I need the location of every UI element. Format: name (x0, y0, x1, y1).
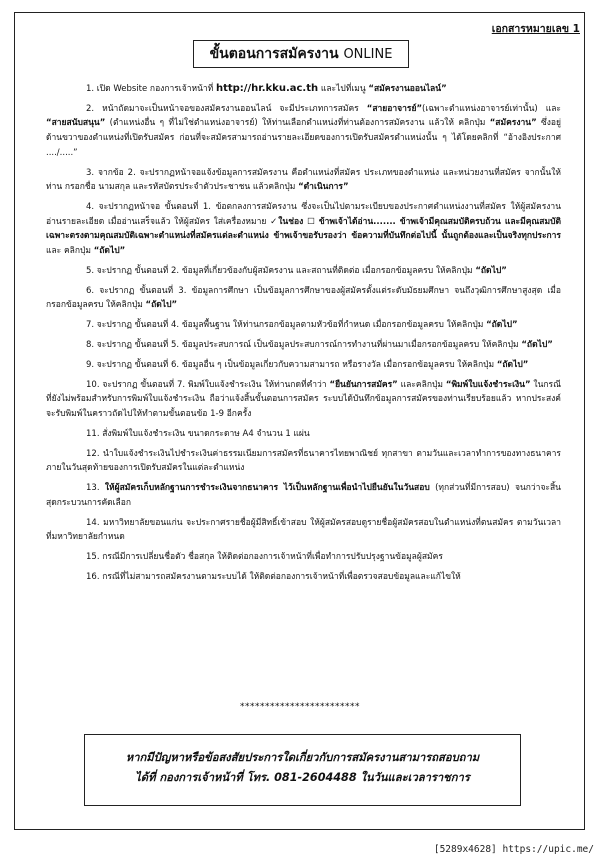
steps-list (46, 82, 561, 590)
step-item (46, 338, 561, 353)
contact-line-2: ได้ที่ กองการเจ้าหน้าที่ โทร. 081-2604488 ในวันและเวลาราชการ (135, 771, 470, 784)
step-text: (ทุกส่วนที่มีการสอบ) จนกว่าจะสิ้นสุดกระบวนการคัดเลือก (46, 483, 561, 508)
step-item (46, 264, 561, 279)
step-item (46, 102, 561, 160)
step-text: “ถัดไป” (521, 339, 553, 350)
step-text: “สายสนับสนุน” (46, 118, 106, 129)
step-text: (ตำแหน่งอื่น ๆ ที่ไม่ใช่ตำแหน่งอาจารย์) ให้ท่านเลือกตำแหน่งที่ท่านต้องการสมัครงาน แล้วให้ คลิกปุ่ม (105, 118, 490, 129)
step-text: 6. จะปรากฏ ขั้นตอนที่ 3. ข้อมูลการศึกษา เป็นข้อมูลการศึกษาของผู้สมัครตั้งแต่ระดับมัธยมศึกษา จนถึงวุฒิการศึกษาสูงสุด เมื่อกรอกข้อมูลครบ ให้คลิกปุ่ม (46, 285, 561, 311)
step-item (46, 284, 561, 313)
step-text: “ดำเนินการ” (298, 182, 349, 193)
step-text: “ยืนยันการสมัคร” (329, 379, 398, 390)
step-item (46, 447, 561, 476)
step-text: ในกรณีที่ยังไม่พร้อมสำหรับการพิมพ์ใบแจ้งชำระเงิน ถือว่าแจ้งสิ้นขั้นตอนการสมัคร ระบบได้บันทึกข้อมูลการสมัครของท่านเรียบร้อยแล้ว หากประสงค์จะรับพิมพ์ในคราวถัดไปให้ทำตามขั้นตอนข้อ 1-9 อีกครั้ง (46, 379, 561, 419)
step-text: 7. จะปรากฏ ขั้นตอนที่ 4. ข้อมูลพื้นฐาน ให้ท่านกรอกข้อมูลตามหัวข้อที่กำหนด เมื่อกรอกข้อมูลครบ ให้คลิกปุ่ม (86, 320, 487, 331)
step-item (46, 200, 561, 258)
step-text: 12. นำใบแจ้งชำระเงินไปชำระเงินค่าธรรมเนียมการสมัครที่ธนาคารไทยพาณิชย์ ทุกสาขา ตามวันและเวลาทำการของทางธนาคาร ภายในวันสุดท้ายของการเปิดรับสมัครในแต่ละตำแหน่ง (46, 448, 561, 474)
watermark: [5289x4628] https://upic.me/ (433, 844, 594, 855)
step-text: 16. กรณีที่ไม่สามารถสมัครงานตามระบบได้ ให้ติดต่อกองการเจ้าหน้าที่เพื่อตรวจสอบข้อมูลและแก้ไขให้ (86, 572, 461, 583)
step-text: 3. จากข้อ 2. จะปรากฏหน้าจอแจ้งข้อมูลการสมัครงาน คือตำแหน่งที่สมัคร ประเภทของตำแหน่ง และหน่วยงานที่สมัคร จากนั้นให้ท่าน กรอกชื่อ นามสกุล และรหัสบัตรประจำตัวประชาชน แล้วคลิกปุ่ม (46, 167, 561, 193)
step-text: 14. มหาวิทยาลัยขอนแก่น จะประกาศรายชื่อผู้มีสิทธิ์เข้าสอบ ให้ผู้สมัครสอบดูรายชื่อผู้สมัครสอบในตำแหน่งที่ตนสมัคร ตามวันเวลาที่มหาวิทยาลัยกำหนด (46, 517, 561, 543)
step-text: “ถัดไป” (496, 359, 529, 370)
step-text: “ถัดไป” (93, 245, 126, 256)
step-item (46, 516, 561, 545)
step-text: “ถัดไป” (486, 320, 518, 331)
step-text: 2. หน้าถัดมาจะเป็นหน้าจอของสมัครงานออนไลน์ จะมีประเภทการสมัคร (86, 103, 367, 114)
step-item (46, 318, 561, 333)
step-text: และไปที่เมนู (318, 84, 369, 94)
step-item (46, 378, 561, 422)
step-item (46, 481, 561, 510)
step-text: 15. กรณีมีการเปลี่ยนชื่อตัว ชื่อสกุล ให้ติดต่อกองการเจ้าหน้าที่เพื่อทำการปรับปรุงฐานข้อมูลผู้สมัคร (86, 552, 443, 563)
document-number: เอกสารหมายเลข 1 (491, 23, 580, 35)
step-text: ให้ผู้สมัครเก็บหลักฐานการชำระเงินจากธนาคาร ไว้เป็นหลักฐานเพื่อนำไปยืนยันในวันสอบ (104, 483, 430, 494)
step-text: (เฉพาะตำแหน่งอาจารย์เท่านั้น) และ (422, 103, 561, 114)
step-text: 8. จะปรากฏ ขั้นตอนที่ 5. ข้อมูลประสบการณ์ เป็นข้อมูลประสบการณ์การทำงานที่ผ่านมาเมื่อกรอกข้อมูลครบ ให้คลิกปุ่ม (86, 339, 522, 350)
title-english: ONLINE (343, 47, 393, 62)
page-title (193, 40, 409, 68)
step-text: ✓ในช่อง ☐ ข้าพเจ้าได้อ่าน....... ข้าพเจ้ามีคุณสมบัติครบถ้วน และมีคุณสมบัติเฉพาะตรงตามคุณสมบัติเฉพาะตำแหน่งที่สมัครแต่ละตำแหน่ง ข้าพเจ้าขอรับรองว่า ข้อความที่บันทึกต่อไปนี้ นั้นถูกต้องและเป็นจริงทุกประการ (46, 216, 561, 242)
step-text: 13. (86, 483, 105, 494)
step-item (46, 550, 561, 565)
step-text: 9. จะปรากฏ ขั้นตอนที่ 6. ข้อมูลอื่น ๆ เป็นข้อมูลเกี่ยวกับความสามารถ หรือรางวัล เมื่อกรอกข้อมูลครบ ให้คลิกปุ่ม (86, 359, 497, 370)
step-text: 1. เปิด Website กองการเจ้าหน้าที่ (86, 84, 216, 94)
contact-box (84, 734, 521, 806)
step-text: และคลิกปุ่ม (397, 379, 446, 390)
step-text: 4. จะปรากฏหน้าจอ ขั้นตอนที่ 1. ข้อตกลงการสมัครงาน ซึ่งจะเป็นไปตามระเบียบของประกาศตำแหน่งงานที่สมัคร ให้ผู้สมัครงานอ่านรายละเอียด เมื่ออ่านเสร็จแล้ว ให้ผู้สมัคร ใส่เครื่องหมาย (46, 202, 561, 227)
separator-stars: ************************ (240, 702, 360, 712)
website-link: http://hr.kku.ac.th (215, 83, 319, 94)
step-item (46, 570, 561, 585)
contact-line-1: หากมีปัญหาหรือข้อสงสัยประการใดเกี่ยวกับการสมัครงานสามารถสอบถาม (125, 751, 480, 764)
step-text: 11. สั่งพิมพ์ใบแจ้งชำระเงิน ขนาดกระดาษ A4 จำนวน 1 แผ่น (86, 428, 310, 439)
step-text: “พิมพ์ใบแจ้งชำระเงิน” (445, 379, 531, 390)
step-text: “สายอาจารย์” (366, 103, 423, 114)
step-text: ซึ่งอยู่ด้านขวาของตำแหน่งที่เปิดรับสมัคร ก่อนที่จะสมัครสามารถอ่านรายละเอียดของการเปิดรับสมัครตำแหน่งนั้น ๆ ได้โดยคลิกที่ “อ้างอิงประกาศ ..../.....” (46, 118, 561, 158)
step-item (46, 166, 561, 195)
step-item (46, 82, 561, 97)
step-text: “สมัครงาน” (489, 118, 537, 129)
step-text: “ถัดไป” (475, 265, 507, 276)
step-text: 5. จะปรากฏ ขั้นตอนที่ 2. ข้อมูลที่เกี่ยวข้องกับผู้สมัครงาน และสถานที่ติดต่อ เมื่อกรอกข้อมูลครบ ให้คลิกปุ่ม (86, 265, 476, 276)
step-text: 10. จะปรากฏ ขั้นตอนที่ 7. พิมพ์ใบแจ้งชำระเงิน ให้ท่านกดที่คำว่า (86, 379, 330, 390)
step-text: และ คลิกปุ่ม (46, 245, 94, 256)
step-item (46, 358, 561, 373)
step-item (46, 427, 561, 442)
step-text: “ถัดไป” (145, 300, 178, 311)
title-thai: ขั้นตอนการสมัครงาน (209, 46, 339, 62)
step-text: “สมัครงานออนไลน์” (368, 84, 447, 94)
